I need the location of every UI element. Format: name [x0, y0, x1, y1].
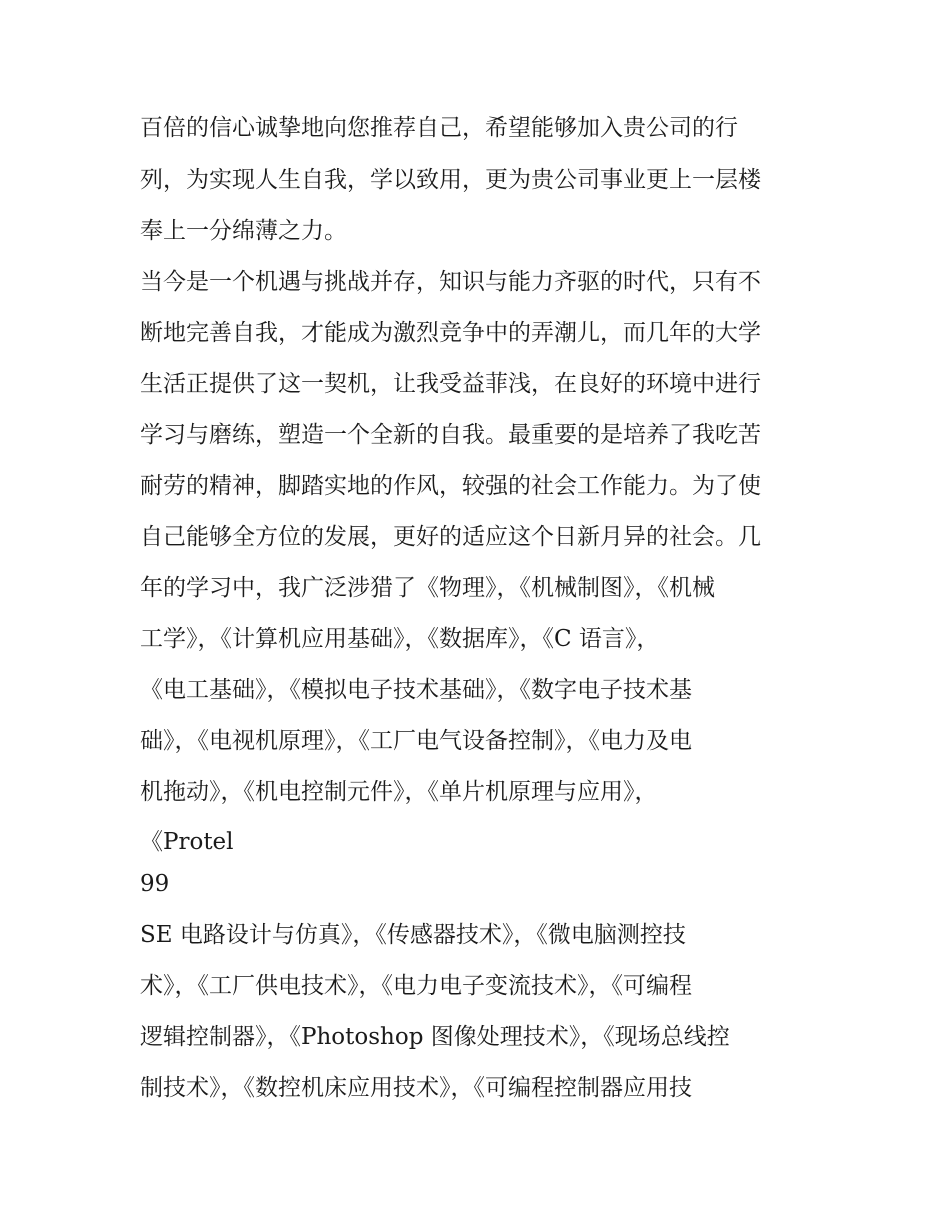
text-line: 制技术》，《数控机床应用技术》，《可编程控制器应用技 — [140, 1075, 692, 1101]
text-line: 逻辑控制器》，《Photoshop 图像处理技术》，《现场总线控 — [140, 1024, 730, 1050]
text-line: 术》，《工厂供电技术》，《电力电子变流技术》，《可编程 — [140, 973, 692, 999]
text-line: 断地完善自我，才能成为激烈竞争中的弄潮儿，而几年的大学 — [140, 320, 761, 346]
text-line: 列，为实现人生自我，学以致用，更为贵公司事业更上一层楼 — [140, 167, 761, 193]
text-line: 99 — [140, 871, 170, 897]
text-line: 《Protel — [140, 829, 234, 855]
text-line: 工学》，《计算机应用基础》，《数据库》，《C 语言》， — [140, 626, 660, 652]
text-line: 自己能够全方位的发展，更好的适应这个日新月异的社会。几 — [140, 524, 761, 550]
text-line: 耐劳的精神，脚踏实地的作风，较强的社会工作能力。为了使 — [140, 473, 761, 499]
text-line: SE 电路设计与仿真》，《传感器技术》，《微电脑测控技 — [140, 922, 686, 948]
text-line: 年的学习中，我广泛涉猎了《物理》，《机械制图》，《机械 — [140, 575, 715, 601]
text-line: 当今是一个机遇与挑战并存，知识与能力齐驱的时代，只有不 — [140, 269, 761, 295]
text-line: 奉上一分绵薄之力。 — [140, 218, 347, 244]
text-line: 机拖动》，《机电控制元件》，《单片机原理与应用》， — [140, 779, 658, 805]
text-line: 百倍的信心诚挚地向您推荐自己，希望能够加入贵公司的行 — [140, 115, 738, 141]
text-line: 《电工基础》，《模拟电子技术基础》，《数字电子技术基 — [140, 677, 692, 703]
text-line: 生活正提供了这一契机，让我受益菲浅，在良好的环境中进行 — [140, 371, 761, 397]
text-line: 础》，《电视机原理》，《工厂电气设备控制》，《电力及电 — [140, 728, 692, 754]
text-line: 学习与磨练，塑造一个全新的自我。最重要的是培养了我吃苦 — [140, 422, 761, 448]
